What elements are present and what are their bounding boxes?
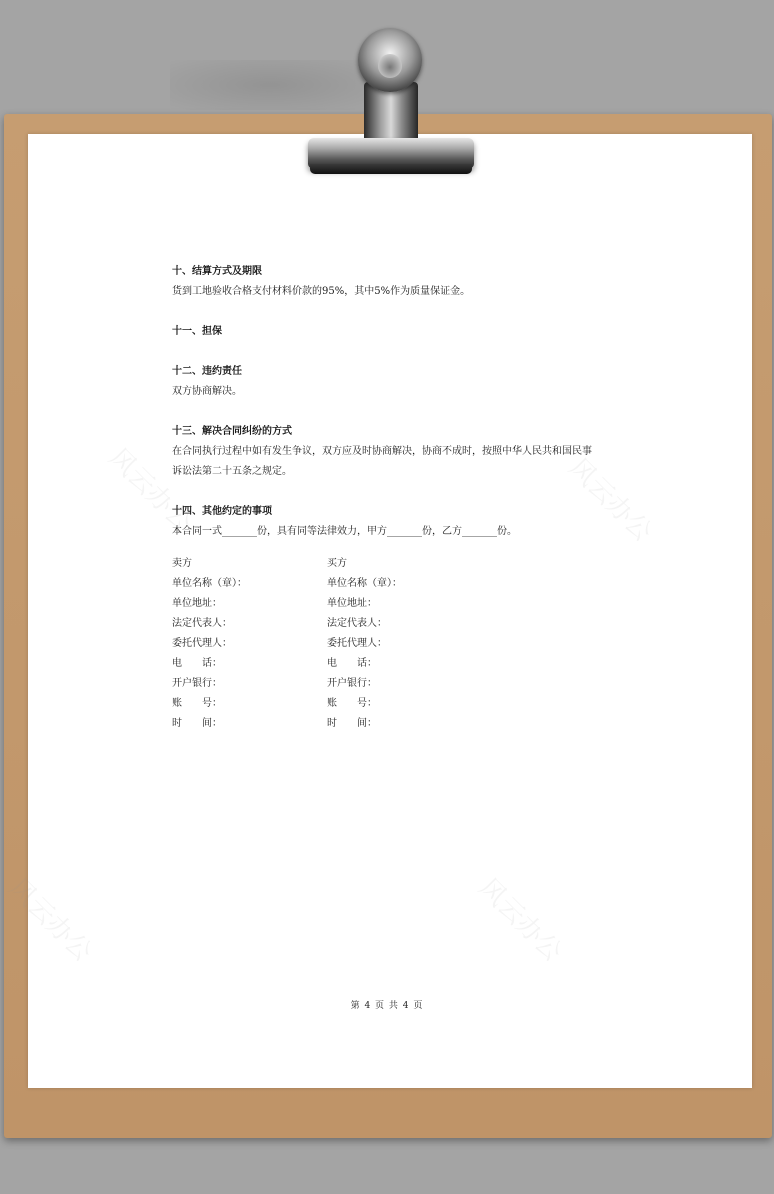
document-content (172, 262, 622, 734)
section-title: 十一、担保 (172, 326, 222, 337)
watermark: 风云办公 (2, 872, 98, 968)
section-line: 本合同一式_______份，具有同等法律效力，甲方_______份，乙方_______份。 (172, 526, 517, 537)
wall-shadow (170, 60, 370, 110)
signature-row (172, 674, 622, 694)
seller-field: 委托代理人： (172, 638, 232, 649)
buyer-field: 买方 (327, 558, 347, 569)
section-dispute (172, 422, 622, 482)
buyer-field: 开户银行： (327, 678, 377, 689)
section-line: 诉讼法第二十五条之规定。 (172, 466, 292, 477)
watermark: 风云办公 (562, 452, 658, 548)
buyer-field: 单位名称（章）： (327, 578, 402, 589)
seller-field: 单位地址： (172, 598, 222, 609)
page-number-footer: 第 4 页 共 4 页 (350, 1001, 424, 1011)
seller-field: 单位名称（章）： (172, 578, 247, 589)
watermark: 风云办公 (102, 442, 198, 538)
section-title: 十四、其他约定的事项 (172, 506, 272, 517)
seller-field: 法定代表人： (172, 618, 232, 629)
signature-row (172, 654, 622, 674)
seller-field: 开户银行： (172, 678, 222, 689)
clip-ring-hole (378, 54, 402, 78)
signature-row (172, 694, 622, 714)
signature-table (172, 554, 622, 734)
buyer-field: 电 话： (327, 658, 377, 669)
section-line: 双方协商解决。 (172, 386, 242, 397)
section-line: 在合同执行过程中如有发生争议，双方应及时协商解决，协商不成时，按照中华人民共和国民事 (172, 446, 592, 457)
seller-field: 卖方 (172, 558, 192, 569)
buyer-field: 法定代表人： (327, 618, 387, 629)
seller-field: 时 间： (172, 718, 222, 729)
signature-row (172, 554, 622, 574)
watermark: 风云办公 (472, 872, 568, 968)
section-other (172, 502, 622, 542)
signature-row (172, 574, 622, 594)
buyer-field: 单位地址： (327, 598, 377, 609)
signature-row (172, 634, 622, 654)
section-title: 十、结算方式及期限 (172, 266, 262, 277)
signature-row (172, 614, 622, 634)
signature-row (172, 714, 622, 734)
buyer-field: 账 号： (327, 698, 377, 709)
buyer-field: 时 间： (327, 718, 377, 729)
signature-row (172, 594, 622, 614)
section-line: 货到工地验收合格支付材料价款的95%，其中5%作为质量保证金。 (172, 286, 471, 297)
section-title: 十二、违约责任 (172, 366, 242, 377)
section-settlement (172, 262, 622, 302)
section-guarantee (172, 322, 622, 342)
seller-field: 账 号： (172, 698, 222, 709)
buyer-field: 委托代理人： (327, 638, 387, 649)
seller-field: 电 话： (172, 658, 222, 669)
section-title: 十三、解决合同纠纷的方式 (172, 426, 292, 437)
clip-bar-edge (310, 164, 472, 174)
section-breach (172, 362, 622, 402)
